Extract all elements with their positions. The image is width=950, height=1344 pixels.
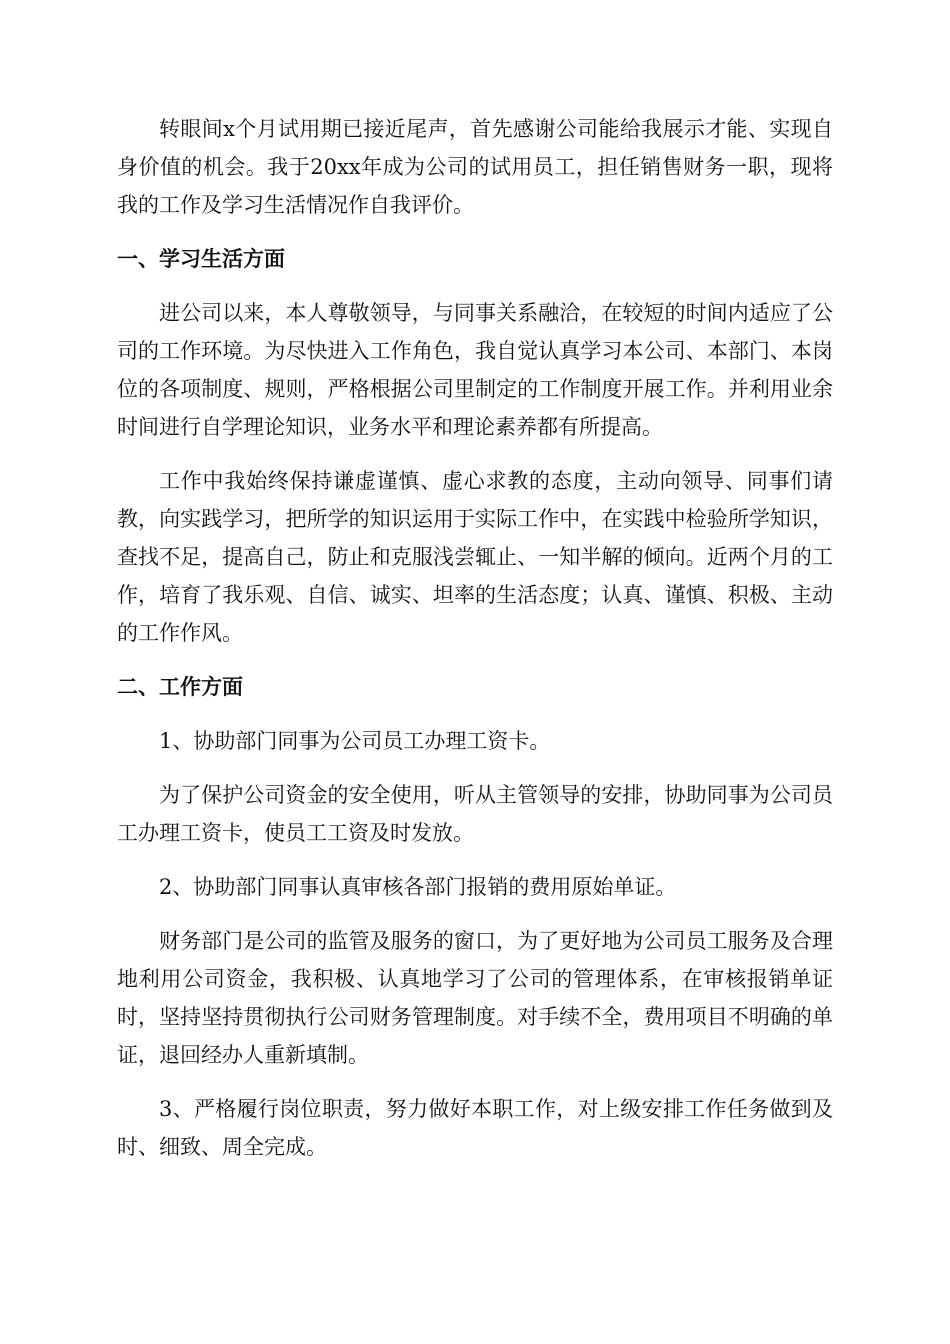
work-item-2-title: 2、协助部门同事认真审核各部门报销的费用原始单证。 — [159, 875, 677, 899]
work-item-1-title: 1、协助部门同事为公司员工办理工资卡。 — [159, 729, 551, 753]
intro-paragraph: 转眼间x个月试用期已接近尾声，首先感谢公司能给我展示才能、实现自身价值的机会。我于20xx年成为公司的试用员工，担任销售财务一职，现将我的工作及学习生活情况作自我评价。 — [117, 117, 833, 217]
work-item-1-body: 为了保护公司资金的安全使用，听从主管领导的安排，协助同事为公司员工办理工资卡，使员工工资及时发放。 — [117, 783, 833, 845]
study-life-paragraph-1: 进公司以来，本人尊敬领导，与同事关系融洽，在较短的时间内适应了公司的工作环境。为尽快进入工作角色，我自觉认真学习本公司、本部门、本岗位的各项制度、规则，严格根据公司里制定的工作制度开展工作。并利用业余时间进行自学理论知识，业务水平和理论素养都有所提高。 — [117, 301, 833, 439]
document-body — [117, 110, 833, 1182]
study-life-paragraph-2: 工作中我始终保持谦虚谨慎、虚心求教的态度，主动向领导、同事们请教，向实践学习，把所学的知识运用于实际工作中，在实践中检验所学知识，查找不足，提高自己，防止和克服浅尝辄止、一知半解的倾向。近两个月的工作，培育了我乐观、自信、诚实、坦率的生活态度；认真、谨慎、积极、主动的工作作风。 — [117, 469, 833, 645]
section-heading-study-life: 一、学习生活方面 — [117, 247, 285, 271]
work-item-2-body: 财务部门是公司的监管及服务的窗口，为了更好地为公司员工服务及合理地利用公司资金，我积极、认真地学习了公司的管理体系，在审核报销单证时，坚持坚持贯彻执行公司财务管理制度。对手续不全，费用项目不明确的单证，退回经办人重新填制。 — [117, 929, 833, 1067]
work-item-3-title: 3、严格履行岗位职责，努力做好本职工作，对上级安排工作任务做到及时、细致、周全完成。 — [117, 1097, 833, 1159]
section-heading-work: 二、工作方面 — [117, 675, 243, 699]
